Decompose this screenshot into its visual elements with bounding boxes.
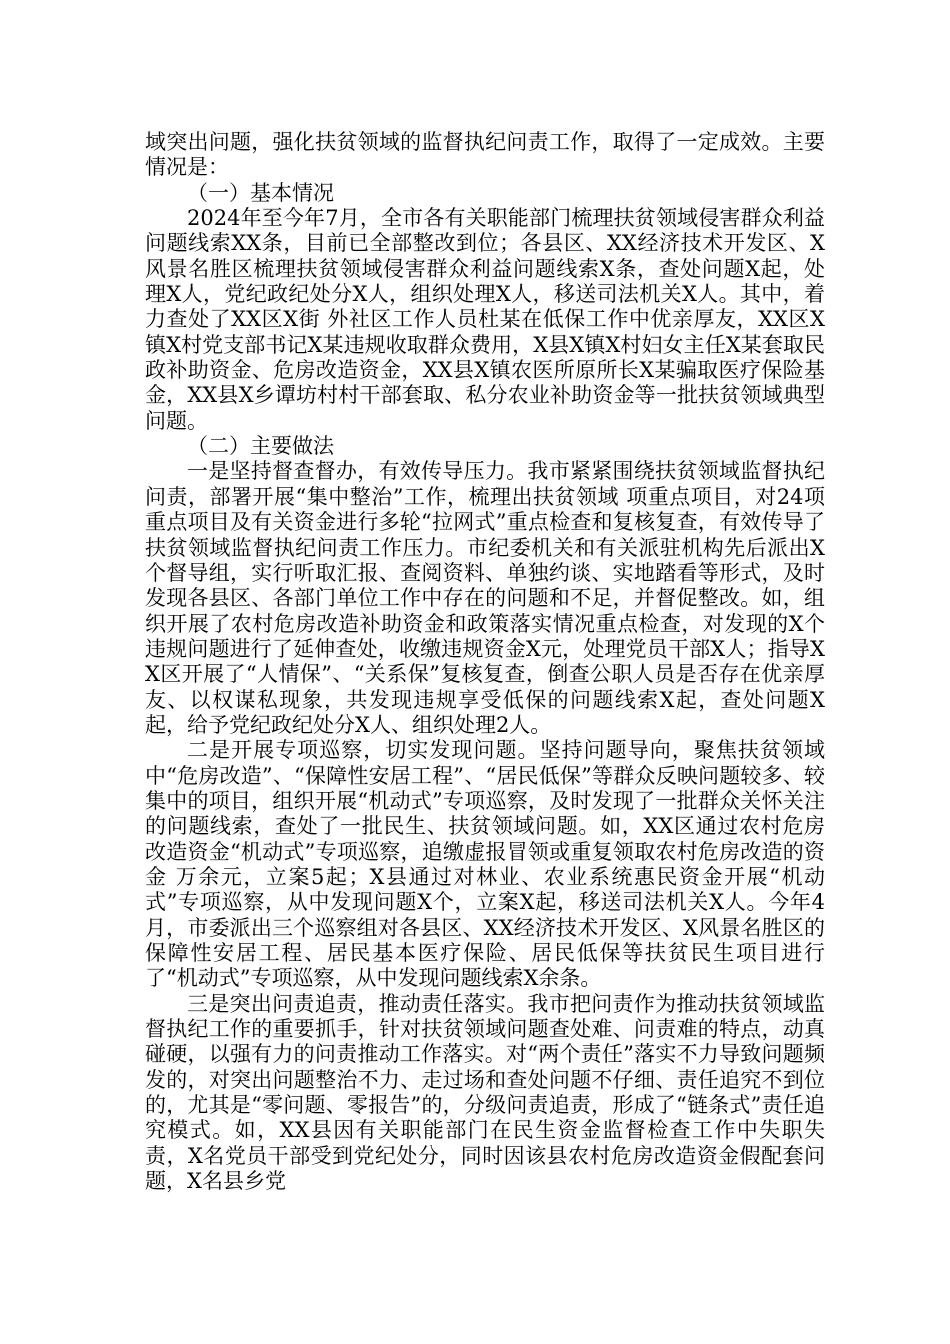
section-heading-methods: （二）主要做法: [187, 434, 334, 459]
method-two-paragraph: 二是开展专项巡察，切实发现问题。坚持问题导向，聚焦扶贫领域中“危房改造”、“保障性安居工程”、“居民低保”等群众反映问题较多、较集中的项目，组织开展“机动式”专项巡察，及时发现了一批群众关怀关注的问题线索，查处了一批民生、扶贫领域问题。如，XX区通过农村危房改造资金“机动式”专项巡察，追缴虚报冒领或重复领取农村危房改造的资金 万余元，立案5起；X县通过对林业、农业系统惠民资金开展“机动式”专项巡察，从中发现问题X个，立案X起，移送司法机关X人。今年4月，市委派出三个巡察组对各县区、XX经济技术开发区、X风景名胜区的保障性安居工程、居民基本医疗保险、居民低保等扶贫民生项目进行了“机动式”专项巡察，从中发现问题线索X余条。: [145, 738, 825, 991]
document-page: [145, 130, 825, 1194]
section-heading-basic: （一）基本情况: [187, 180, 334, 205]
basic-situation-paragraph: 2024年至今年7月，全市各有关职能部门梳理扶贫领域侵害群众利益问题线索XX条，目前已全部整改到位；各县区、XX经济技术开发区、X风景名胜区梳理扶贫领域侵害群众利益问题线索X条，查处问题X起，处理X人，党纪政纪处分X人，组织处理X人，移送司法机关X人。其中，着力查处了XX区X街 外社区工作人员杜某在低保工作中优亲厚友，XX区X镇X村党支部书记X某违规收取群众费用，X县X镇X村妇女主任X某套取民政补助资金、危房改造资金，XX县X镇农医所原所长X某骗取医疗保险基金，XX县X乡谭坊村村干部套取、私分农业补助资金等一批扶贫领域典型问题。: [145, 206, 825, 433]
method-one-paragraph: 一是坚持督查督办，有效传导压力。我市紧紧围绕扶贫领域监督执纪问责，部署开展“集中整治”工作，梳理出扶贫领域 项重点项目，对24项重点项目及有关资金进行多轮“拉网式”重点检查和复核复查，有效传导了扶贫领域监督执纪问责工作压力。市纪委机关和有关派驻机构先后派出X个督导组，实行听取汇报、查阅资料、单独约谈、实地踏看等形式，及时发现各县区、各部门单位工作中存在的问题和不足，并督促整改。如，组织开展了农村危房改造补助资金和政策落实情况重点检查，对发现的X个违规问题进行了延伸查处，收缴违规资金X元，处理党员干部X人；指导XX区开展了“人情保”、“关系保”复核复查，倒查公职人员是否存在优亲厚友、以权谋私现象，共发现违规享受低保的问题线索X起，查处问题X起，给予党纪政纪处分X人、组织处理2人。: [145, 459, 825, 737]
method-three-paragraph: 三是突出问责追责，推动责任落实。我市把问责作为推动扶贫领域监督执纪工作的重要抓手，针对扶贫领域问题查处难、问责难的特点，动真碰硬，以强有力的问责推动工作落实。对“两个责任”落实不力导致问题频发的，对突出问题整治不力、走过场和查处问题不仔细、责任追究不到位的，尤其是“零问题、零报告”的，分级问责追责，形成了“链条式”责任追究模式。如，XX县因有关职能部门在民生资金监督检查工作中失职失责，X名党员干部受到党纪处分，同时因该县农村危房改造资金假配套问题，X名县乡党: [145, 991, 825, 1194]
intro-paragraph: 域突出问题，强化扶贫领域的监督执纪问责工作，取得了一定成效。主要情况是：: [145, 130, 825, 180]
